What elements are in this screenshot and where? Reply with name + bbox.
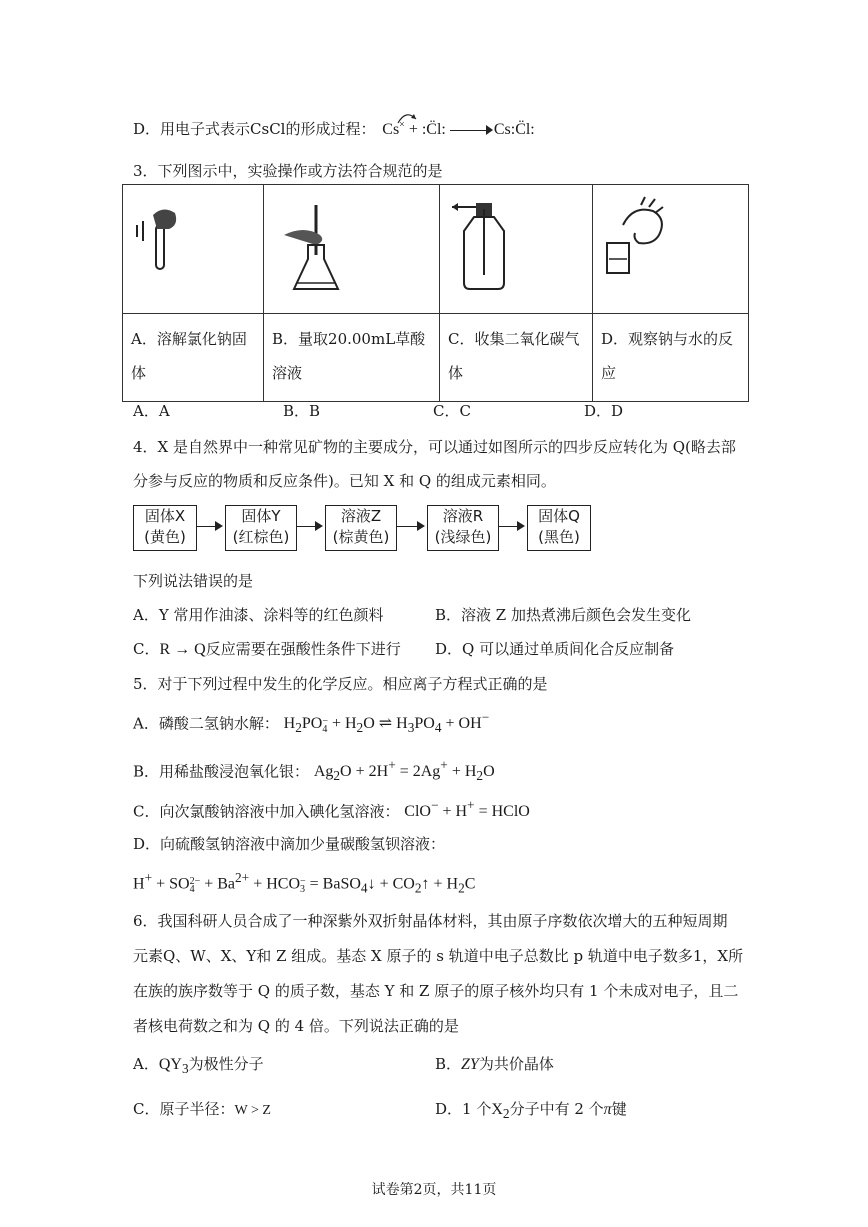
flow-box-z-color: (棕黄色) xyxy=(332,528,390,546)
q5-equation-d: H+ + SO2− $4 + Ba^{2+} + HCO-$ 3 = BaSO$_4$↓ + $CO_2↑ + H_2C$ xyxy=(133,870,476,896)
electron-transfer-arrow-icon xyxy=(396,109,418,125)
q4-option-c-text: 反应需要在强酸性条件下进行 xyxy=(205,640,401,658)
observe-reaction-icon xyxy=(593,185,748,309)
flow-box-r-color: (浅绿色) xyxy=(434,528,492,546)
qy3-formula: $QY_3$ xyxy=(158,1056,189,1077)
q5-option-b-text: B．用稀盐酸浸泡氧化银： xyxy=(133,762,310,781)
q4-option-a[interactable]: A．Y 常用作油漆、涂料等的红色颜料 xyxy=(133,606,384,624)
q4-flow-diagram xyxy=(133,505,593,555)
q3-caption-d: D．观察钠与水的反应 xyxy=(593,314,749,402)
q6-option-d-text2: 分子中有 2 个 xyxy=(509,1100,604,1118)
q3-choice-a[interactable]: A．A xyxy=(133,402,170,420)
q4-question: 下列说法错误的是 xyxy=(133,572,254,590)
flow-box-r-name: 溶液R xyxy=(442,507,484,525)
q6-option-c[interactable] xyxy=(133,1098,271,1119)
q6-option-a-text: 为极性分子 xyxy=(188,1055,264,1073)
q5-equation-c: ClO− + H+ = HClO xyxy=(404,798,530,821)
w-gt-z-formula: W > Z xyxy=(234,1103,271,1118)
q5-equation-a: $H_2PO-$ $4 + H_2O$ ⇌ $H_3PO_4 + OH^-$ xyxy=(283,710,490,736)
q3-choice-d[interactable]: D．D xyxy=(584,402,624,420)
q2-option-d-text: D．用电子式表示CsCl的形成过程： xyxy=(133,120,376,138)
flow-arrow-2 xyxy=(297,526,321,527)
q3-choice-b[interactable]: B．B xyxy=(283,402,321,420)
flow-box-q-color: (黑色) xyxy=(538,528,580,546)
q5-option-c[interactable] xyxy=(133,798,530,821)
q6-line4: 者核电荷数之和为 Q 的 4 倍。下列说法正确的是 xyxy=(133,1017,459,1035)
q2-option-d xyxy=(133,118,535,139)
q6-line2: 元素Q、W、X、Y和 Z 组成。基态 X 原子的 s 轨道中电子总数比 p 轨道中电子数多1，X所 xyxy=(133,947,744,965)
q3-caption-c: C．收集二氧化碳气体 xyxy=(440,314,593,402)
flow-box-z-name: 溶液Z xyxy=(340,507,382,525)
q6-option-c-text: C．原子半径： xyxy=(133,1100,235,1118)
q3-caption-b: B．量取20.00mL草酸溶液 xyxy=(264,314,440,402)
q6-option-a[interactable]: A．$QY_3$为极性分子 xyxy=(133,1055,264,1077)
page-footer: 试卷第2页，共11页 xyxy=(371,1182,497,1198)
q3-image-b xyxy=(264,185,440,314)
x2-formula: $X_2$ xyxy=(491,1101,510,1122)
q6-option-b-text: 为共价晶体 xyxy=(478,1055,554,1073)
q5-option-a-text: A．磷酸二氢钠水解： xyxy=(133,714,279,733)
dissolve-test-tube-icon xyxy=(123,185,263,309)
flow-box-z xyxy=(325,505,397,551)
q3-image-a xyxy=(123,185,264,314)
q3-choice-c[interactable]: C．C xyxy=(433,402,471,420)
q6-option-d-text3: 键 xyxy=(611,1100,627,1118)
flow-box-y-color: (红棕色) xyxy=(232,528,290,546)
q6-option-d[interactable] xyxy=(435,1098,627,1122)
q4-option-b[interactable]: B．溶液 Z 加热煮沸后颜色会发生变化 xyxy=(435,606,691,624)
flow-box-y xyxy=(225,505,297,551)
q5-equation-b: $Ag_2O + 2H^+ = 2Ag^+ + H_2O$ xyxy=(313,758,495,784)
zy-formula: ZY xyxy=(461,1056,479,1073)
flow-box-x xyxy=(133,505,197,551)
q5-option-b[interactable] xyxy=(133,758,495,785)
flow-box-x-name: 固体X xyxy=(144,507,186,525)
pi-symbol: π xyxy=(603,1101,612,1118)
gas-bottle-icon xyxy=(440,185,592,309)
q4-option-d[interactable]: D．Q 可以通过单质间化合反应制备 xyxy=(435,640,675,658)
q3-stem: 3．下列图示中，实验操作或方法符合规范的是 xyxy=(133,162,443,180)
r-to-q-formula: R → Q xyxy=(159,641,206,658)
q5-stem: 5．对于下列过程中发生的化学反应。相应离子方程式正确的是 xyxy=(133,675,548,693)
pipette-flask-icon xyxy=(264,185,439,309)
flow-arrow-4 xyxy=(499,526,523,527)
flow-box-x-color: (黄色) xyxy=(144,528,186,546)
q6-line1: 6．我国科研人员合成了一种深紫外双折射晶体材料，其由原子序数依次增大的五种短周期 xyxy=(133,912,728,930)
q3-image-d xyxy=(593,185,749,314)
q3-caption-a: A．溶解氯化钠固体 xyxy=(123,314,264,402)
q4-option-c[interactable] xyxy=(133,638,401,659)
q5-option-c-text: C．向次氯酸钠溶液中加入碘化氢溶液： xyxy=(133,802,400,821)
q5-option-a[interactable] xyxy=(133,710,489,737)
flow-box-q-name: 固体Q xyxy=(538,507,580,525)
q5-option-d[interactable]: D．向硫酸氢钠溶液中滴加少量碳酸氢钡溶液： xyxy=(133,835,446,853)
flow-arrow-1 xyxy=(197,526,221,527)
cscl-electron-formula: Cs× + :C̈l: Cs:C̈l: xyxy=(382,121,534,138)
flow-box-r xyxy=(427,505,499,551)
q4-option-c-prefix: C． xyxy=(133,640,160,658)
q4-stem-line2: 分参与反应的物质和反应条件)。已知 X 和 Q 的组成元素相同。 xyxy=(133,472,556,490)
q6-option-b[interactable]: B．ZY为共价晶体 xyxy=(435,1055,554,1073)
flow-box-q xyxy=(527,505,591,551)
q3-table xyxy=(122,184,749,402)
q6-line3: 在族的族序数等于 Q 的质子数，基态 Y 和 Z 原子的原子核外均只有 1 个未成对电子，且二 xyxy=(133,982,739,1000)
flow-arrow-3 xyxy=(397,526,423,527)
flow-box-y-name: 固体Y xyxy=(241,507,281,525)
q6-option-d-text1: D．1 个 xyxy=(435,1100,492,1118)
q3-image-c xyxy=(440,185,593,314)
q4-stem-line1: 4．X 是自然界中一种常见矿物的主要成分，可以通过如图所示的四步反应转化为 Q(略去部 xyxy=(133,438,736,456)
